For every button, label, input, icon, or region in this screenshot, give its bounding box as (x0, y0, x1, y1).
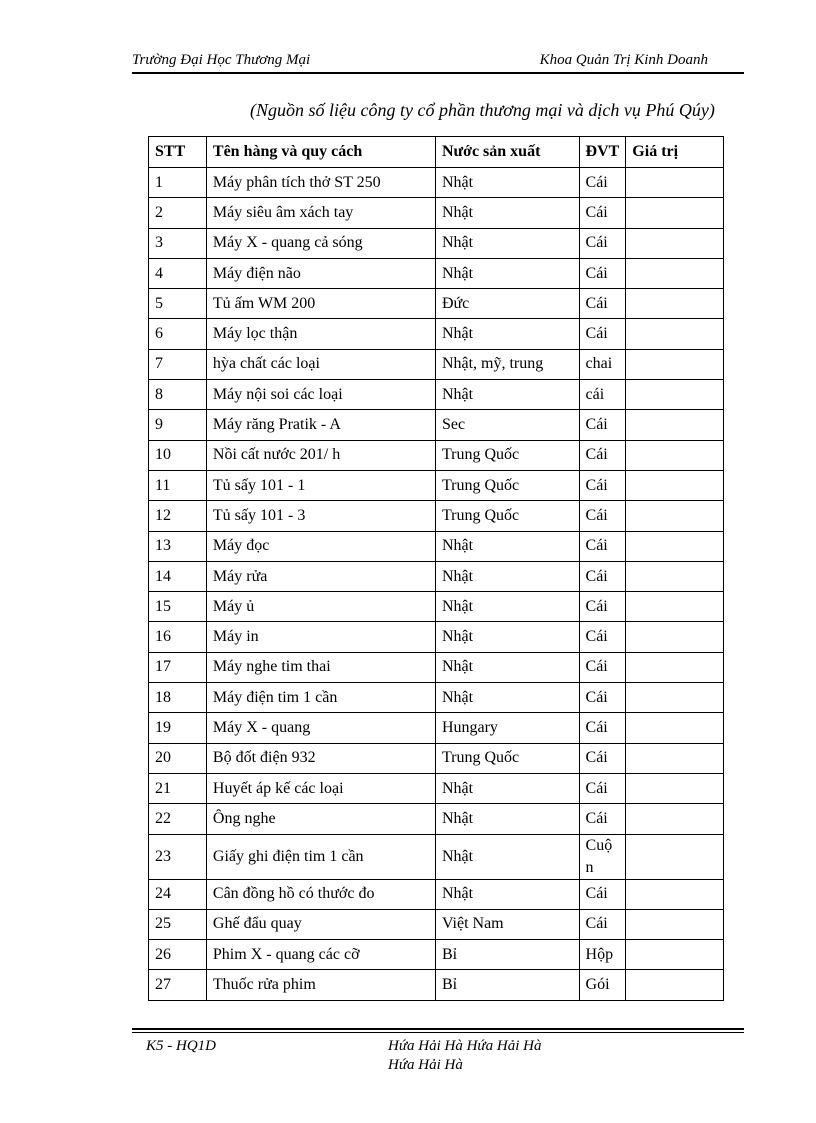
cell-unit: Cái (579, 773, 626, 803)
cell-value (626, 349, 724, 379)
cell-value (626, 683, 724, 713)
cell-unit: chai (579, 349, 626, 379)
cell-unit: Cái (579, 652, 626, 682)
cell-value (626, 501, 724, 531)
cell-country: Nhật (435, 561, 579, 591)
table-row (149, 683, 724, 713)
cell-country: Nhật (435, 652, 579, 682)
cell-stt: 7 (149, 349, 207, 379)
cell-item-name: Máy in (206, 622, 435, 652)
cell-item-name: Máy nghe tim thai (206, 652, 435, 682)
cell-unit: Cái (579, 440, 626, 470)
cell-stt: 16 (149, 622, 207, 652)
cell-unit: Hộp (579, 940, 626, 970)
cell-unit: Cái (579, 561, 626, 591)
footer-author-line-1: Hứa Hải Hà Hứa Hải Hà (388, 1038, 542, 1054)
source-note: (Nguồn số liệu công ty cổ phần thương mại và dịch vụ Phú Qúy) (250, 100, 715, 120)
cell-unit: Cái (579, 289, 626, 319)
cell-country: Nhật (435, 879, 579, 909)
cell-country: Nhật, mỹ, trung (435, 349, 579, 379)
cell-stt: 1 (149, 168, 207, 198)
table-header-row (149, 137, 724, 168)
cell-item-name: Phim X - quang các cỡ (206, 940, 435, 970)
cell-unit: Cái (579, 804, 626, 834)
cell-value (626, 804, 724, 834)
table-row (149, 168, 724, 198)
table-row (149, 652, 724, 682)
cell-value (626, 879, 724, 909)
table-row (149, 622, 724, 652)
cell-value (626, 834, 724, 879)
table-row (149, 319, 724, 349)
cell-unit: Cái (579, 683, 626, 713)
column-header-unit: ĐVT (579, 137, 626, 168)
footer-divider (132, 1028, 744, 1030)
cell-country: Trung Quốc (435, 501, 579, 531)
table-row (149, 970, 724, 1000)
cell-unit: Cái (579, 410, 626, 440)
cell-value (626, 198, 724, 228)
cell-country: Trung Quốc (435, 470, 579, 500)
cell-country: Nhật (435, 168, 579, 198)
cell-item-name: Giấy ghi điện tim 1 cần (206, 834, 435, 879)
cell-unit: Cái (579, 622, 626, 652)
table-row (149, 440, 724, 470)
cell-country: Nhật (435, 683, 579, 713)
cell-unit: Cái (579, 168, 626, 198)
table-row (149, 228, 724, 258)
cell-item-name: Ông nghe (206, 804, 435, 834)
cell-country: Bỉ (435, 970, 579, 1000)
cell-stt: 27 (149, 970, 207, 1000)
cell-unit: Cái (579, 879, 626, 909)
cell-stt: 13 (149, 531, 207, 561)
cell-stt: 21 (149, 773, 207, 803)
cell-stt: 25 (149, 909, 207, 939)
cell-value (626, 470, 724, 500)
cell-stt: 20 (149, 743, 207, 773)
cell-stt: 6 (149, 319, 207, 349)
table-row (149, 773, 724, 803)
cell-country: Nhật (435, 834, 579, 879)
cell-item-name: Máy rửa (206, 561, 435, 591)
cell-stt: 12 (149, 501, 207, 531)
cell-country: Việt Nam (435, 909, 579, 939)
cell-country: Nhật (435, 198, 579, 228)
table-row (149, 198, 724, 228)
table-row (149, 258, 724, 288)
cell-item-name: hỳa chất các loại (206, 349, 435, 379)
table-body (149, 168, 724, 1001)
cell-item-name: Máy X - quang (206, 713, 435, 743)
cell-stt: 10 (149, 440, 207, 470)
cell-item-name: Tủ ấm WM 200 (206, 289, 435, 319)
cell-value (626, 531, 724, 561)
cell-unit: Cuộ n (579, 834, 626, 879)
cell-value (626, 168, 724, 198)
cell-unit: Cái (579, 319, 626, 349)
cell-item-name: Huyết áp kế các loại (206, 773, 435, 803)
table-row (149, 713, 724, 743)
table-row (149, 940, 724, 970)
header-faculty-name: Khoa Quản Trị Kinh Doanh (539, 52, 708, 68)
cell-unit: Cái (579, 743, 626, 773)
table-row (149, 470, 724, 500)
cell-item-name: Nồi cất nước 201/ h (206, 440, 435, 470)
column-header-value: Giá trị (626, 137, 724, 168)
column-header-country: Nước sản xuất (435, 137, 579, 168)
cell-item-name: Máy ủ (206, 592, 435, 622)
cell-stt: 4 (149, 258, 207, 288)
cell-value (626, 561, 724, 591)
cell-stt: 9 (149, 410, 207, 440)
cell-unit: Cái (579, 501, 626, 531)
cell-item-name: Máy nội soi các loại (206, 380, 435, 410)
cell-value (626, 440, 724, 470)
cell-item-name: Máy răng Pratik - A (206, 410, 435, 440)
cell-country: Nhật (435, 258, 579, 288)
cell-value (626, 970, 724, 1000)
cell-country: Nhật (435, 380, 579, 410)
cell-value (626, 410, 724, 440)
table-row (149, 349, 724, 379)
cell-item-name: Máy điện não (206, 258, 435, 288)
cell-country: Hungary (435, 713, 579, 743)
cell-stt: 11 (149, 470, 207, 500)
cell-value (626, 622, 724, 652)
table-row (149, 531, 724, 561)
cell-country: Đức (435, 289, 579, 319)
cell-stt: 3 (149, 228, 207, 258)
table-row (149, 879, 724, 909)
cell-value (626, 652, 724, 682)
cell-value (626, 380, 724, 410)
cell-unit: Cái (579, 228, 626, 258)
cell-unit: Cái (579, 909, 626, 939)
header-school-name: Trường Đại Học Thương Mại (132, 52, 311, 68)
cell-stt: 22 (149, 804, 207, 834)
cell-value (626, 258, 724, 288)
cell-value (626, 289, 724, 319)
cell-stt: 18 (149, 683, 207, 713)
cell-country: Nhật (435, 228, 579, 258)
table-row (149, 743, 724, 773)
footer-author-line-2: Hứa Hải Hà (388, 1057, 463, 1073)
cell-country: Nhật (435, 531, 579, 561)
cell-item-name: Máy lọc thận (206, 319, 435, 349)
table-row (149, 289, 724, 319)
cell-unit: Cái (579, 592, 626, 622)
cell-value (626, 773, 724, 803)
cell-item-name: Máy X - quang cả sóng (206, 228, 435, 258)
cell-item-name: Thuốc rửa phim (206, 970, 435, 1000)
cell-item-name: Cân đồng hồ có thước đo (206, 879, 435, 909)
table-row (149, 410, 724, 440)
table-row (149, 909, 724, 939)
cell-value (626, 909, 724, 939)
column-header-name: Tên hàng và quy cách (206, 137, 435, 168)
cell-country: Nhật (435, 592, 579, 622)
table-row (149, 501, 724, 531)
cell-value (626, 743, 724, 773)
cell-stt: 14 (149, 561, 207, 591)
cell-unit: Cái (579, 531, 626, 561)
cell-country: Trung Quốc (435, 743, 579, 773)
cell-country: Nhật (435, 773, 579, 803)
cell-item-name: Ghế đẩu quay (206, 909, 435, 939)
cell-stt: 24 (149, 879, 207, 909)
header-divider (132, 72, 744, 74)
cell-item-name: Máy phân tích thở ST 250 (206, 168, 435, 198)
cell-value (626, 228, 724, 258)
cell-item-name: Máy điện tim 1 cần (206, 683, 435, 713)
cell-country: Trung Quốc (435, 440, 579, 470)
footer-class-code: K5 - HQ1D (146, 1038, 216, 1054)
cell-item-name: Máy đọc (206, 531, 435, 561)
cell-unit: Cái (579, 713, 626, 743)
page-header (132, 52, 742, 72)
cell-country: Nhật (435, 319, 579, 349)
table-row (149, 380, 724, 410)
cell-value (626, 319, 724, 349)
cell-item-name: Bộ đốt điện 932 (206, 743, 435, 773)
column-header-stt: STT (149, 137, 207, 168)
goods-table (148, 136, 724, 1001)
table-row (149, 804, 724, 834)
cell-value (626, 592, 724, 622)
table-row (149, 592, 724, 622)
cell-item-name: Máy siêu âm xách tay (206, 198, 435, 228)
cell-stt: 2 (149, 198, 207, 228)
cell-unit: cái (579, 380, 626, 410)
cell-unit: Cái (579, 198, 626, 228)
cell-unit: Cái (579, 258, 626, 288)
cell-stt: 8 (149, 380, 207, 410)
cell-unit: Gói (579, 970, 626, 1000)
cell-stt: 5 (149, 289, 207, 319)
cell-value (626, 713, 724, 743)
cell-country: Bỉ (435, 940, 579, 970)
cell-stt: 15 (149, 592, 207, 622)
cell-item-name: Tủ sấy 101 - 1 (206, 470, 435, 500)
cell-stt: 26 (149, 940, 207, 970)
table-row (149, 834, 724, 879)
cell-item-name: Tủ sấy 101 - 3 (206, 501, 435, 531)
cell-value (626, 940, 724, 970)
cell-country: Nhật (435, 804, 579, 834)
cell-stt: 17 (149, 652, 207, 682)
table-row (149, 561, 724, 591)
cell-country: Sec (435, 410, 579, 440)
cell-stt: 23 (149, 834, 207, 879)
cell-unit: Cái (579, 470, 626, 500)
cell-stt: 19 (149, 713, 207, 743)
footer-divider-thin (132, 1032, 744, 1033)
cell-country: Nhật (435, 622, 579, 652)
